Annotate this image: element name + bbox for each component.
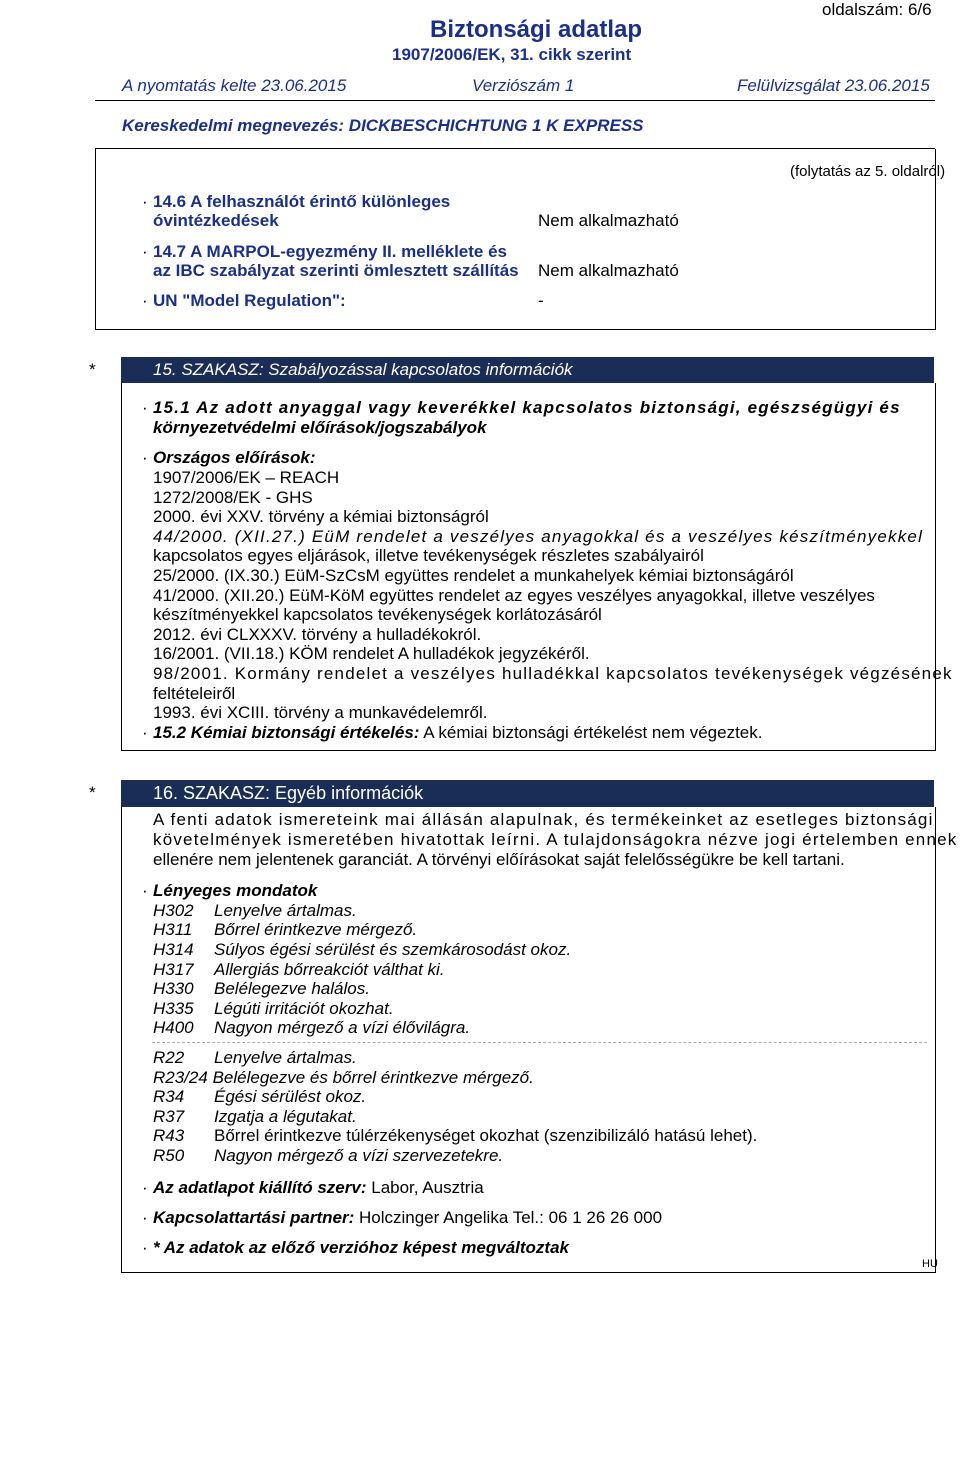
bullet-dot: · [142, 242, 148, 261]
phrase-code: R23/24 [153, 1068, 208, 1087]
h-phrase-row [153, 979, 370, 999]
phrase-text: Nagyon mérgező a vízi élővilágra. [214, 1018, 471, 1037]
phrase-text: Légúti irritációt okozhat. [214, 999, 394, 1018]
contact-row [153, 1208, 662, 1228]
s152-value: A kémiai biztonsági értékelést nem végeztek. [423, 723, 763, 742]
r-phrase-row [153, 1087, 366, 1107]
item-14-7-label-1: 14.7 A MARPOL-egyezmény II. melléklete és [153, 242, 507, 261]
contact-label: Kapcsolattartási partner: [153, 1208, 355, 1227]
phrase-text: Allergiás bőrreakciót válthat ki. [214, 960, 445, 979]
s151-line-1: 15.1 Az adott anyaggal vagy keverékkel kapcsolatos biztonsági, egészségügyi és [153, 398, 901, 417]
phrase-code: H400 [153, 1018, 194, 1037]
phrase-text: Bőrrel érintkezve mérgező. [214, 920, 418, 939]
phrase-code: H311 [153, 920, 193, 939]
h-phrase-row [153, 940, 571, 960]
regulation-line: 1907/2006/EK – REACH [153, 468, 340, 487]
revision-date: Felülvizsgálat 23.06.2015 [737, 76, 930, 95]
h-phrase-row [153, 1018, 470, 1038]
bullet-dot: · [142, 192, 148, 211]
regulation-line: feltételeiről [153, 684, 236, 703]
r-phrase-row [153, 1126, 757, 1146]
bullet-dot: · [142, 723, 148, 742]
section15-heading-bar [121, 357, 934, 383]
version: Verziószám 1 [472, 76, 575, 95]
phrase-code: R50 [153, 1146, 185, 1165]
bullet-dot: · [142, 881, 148, 900]
phrase-text: Lenyelve ártalmas. [214, 901, 357, 920]
phrase-text: Égési sérülést okoz. [214, 1087, 367, 1106]
item-14-6-value: Nem alkalmazható [538, 211, 679, 230]
phrase-code: R34 [153, 1087, 185, 1106]
disclaimer-line: követelmények ismeretében hivatottak leírni. A tulajdonságokra nézve jogi értelemben ennek [153, 830, 958, 849]
item-14-6-label-2: óvintézkedések [153, 211, 279, 230]
changes-note: * Az adatok az előző verzióhoz képest megváltoztak [153, 1238, 569, 1257]
issuer-value: Labor, Ausztria [371, 1178, 484, 1197]
section16-heading-bar [121, 780, 934, 807]
regulation-line: kapcsolatos egyes eljárások, illetve tevékenységek részletes szabályairól [153, 546, 704, 565]
un-model-value: - [538, 291, 544, 310]
un-model-label: UN "Model Regulation": [153, 291, 346, 310]
s151-line-2: környezetvédelmi előírások/jogszabályok [153, 418, 487, 437]
page-number: oldalszám: 6/6 [822, 0, 932, 19]
phrase-divider [152, 1042, 927, 1043]
regulation-line: 2012. évi CLXXXV. törvény a hulladékokról. [153, 625, 482, 644]
phrase-code: R37 [153, 1107, 185, 1126]
phrase-code: R43 [153, 1126, 185, 1145]
section16-box [121, 807, 936, 1273]
header-rule [95, 100, 935, 101]
regulation-line: 98/2001. Kormány rendelet a veszélyes hulladékkal kapcsolatos tevékenységek végzésének [153, 664, 953, 683]
item-14-6-label-1: 14.6 A felhasználót érintő különleges [153, 192, 451, 211]
h-phrase-row [153, 901, 357, 921]
bullet-dot: · [142, 1238, 148, 1257]
relevant-phrases-label: Lényeges mondatok [153, 881, 318, 900]
phrase-text: Belélegezve halálos. [214, 979, 370, 998]
regulation-line: 16/2001. (VII.18.) KÖM rendelet A hulladékok jegyzékéről. [153, 644, 590, 663]
trade-name: Kereskedelmi megnevezés: DICKBESCHICHTUNG 1 K EXPRESS [122, 116, 644, 135]
issuer-label: Az adatlapot kiállító szerv: [153, 1178, 367, 1197]
phrase-text: Lenyelve ártalmas. [214, 1048, 357, 1067]
regulation-line: 25/2000. (IX.30.) EüM-SzCsM együttes rendelet a munkahelyek kémiai biztonságáról [153, 566, 794, 585]
phrase-code: H330 [153, 979, 194, 998]
issuer-row [153, 1178, 484, 1198]
print-date: A nyomtatás kelte 23.06.2015 [122, 76, 347, 95]
r-phrase-row [153, 1068, 534, 1088]
language-code: HU [922, 1258, 938, 1270]
item-14-7-value: Nem alkalmazható [538, 261, 679, 280]
document-subtitle: 1907/2006/EK, 31. cikk szerint [392, 45, 632, 64]
phrase-text: Izgatja a légutakat. [214, 1107, 357, 1126]
regulation-line: 1272/2008/EK - GHS [153, 488, 313, 507]
phrase-text: Belélegezve és bőrrel érintkezve mérgező. [212, 1068, 534, 1087]
bullet-dot: · [142, 1178, 148, 1197]
bullet-dot: · [142, 291, 148, 310]
section16-heading: 16. SZAKASZ: Egyéb információk [153, 783, 424, 803]
changed-star: * [89, 783, 96, 802]
bullet-dot: · [142, 1208, 148, 1227]
h-phrase-row [153, 999, 394, 1019]
regulation-line: 1993. évi XCIII. törvény a munkavédelemről. [153, 703, 488, 722]
s152-label: 15.2 Kémiai biztonsági értékelés: [153, 723, 420, 742]
national-regulations-label: Országos előírások: [153, 448, 316, 467]
regulation-line: 44/2000. (XII.27.) EüM rendelet a veszélyes anyagokkal és a veszélyes készítményekkel [153, 527, 924, 546]
continuation-note: (folytatás az 5. oldalról) [790, 163, 946, 180]
r-phrase-row [153, 1146, 503, 1166]
section15-heading: 15. SZAKASZ: Szabályozással kapcsolatos információk [153, 360, 573, 379]
r-phrase-row [153, 1048, 357, 1068]
changed-star: * [89, 360, 96, 379]
phrase-text: Bőrrel érintkezve túlérzékenységet okozhat (szenzibilizáló hatású lehet). [214, 1126, 758, 1145]
regulation-line: 2000. évi XXV. törvény a kémiai biztonságról [153, 507, 489, 526]
item-14-7-label-2: az IBC szabályzat szerinti ömlesztett szállítás [153, 261, 519, 280]
contact-value: Holczinger Angelika Tel.: 06 1 26 26 000 [358, 1208, 663, 1227]
phrase-text: Nagyon mérgező a vízi szervezetekre. [214, 1146, 504, 1165]
phrase-code: H314 [153, 940, 194, 959]
s152-row [153, 723, 762, 743]
h-phrase-row [153, 960, 445, 980]
phrase-code: H302 [153, 901, 194, 920]
phrase-text: Súlyos égési sérülést és szemkárosodást okoz. [214, 940, 572, 959]
regulation-line: 41/2000. (XII.20.) EüM-KöM együttes rendelet az egyes veszélyes anyagokkal, illetve veszélyes [153, 586, 875, 605]
regulation-line: készítményekkel kapcsolatos tevékenységek korlátozásáról [153, 605, 602, 624]
disclaimer-line: A fenti adatok ismereteink mai állásán alapulnak, és termékeinket az esetleges biztonsági [153, 810, 934, 829]
phrase-code: H335 [153, 999, 194, 1018]
phrase-code: R22 [153, 1048, 185, 1067]
r-phrase-row [153, 1107, 357, 1127]
phrase-code: H317 [153, 960, 194, 979]
disclaimer-line: ellenére nem jelentenek garanciát. A törvényi előírásokat saját felelősségükre be kell tartani. [153, 850, 845, 869]
bullet-dot: · [142, 448, 148, 467]
h-phrase-row [153, 920, 417, 940]
bullet-dot: · [142, 398, 148, 417]
document-title: Biztonsági adatlap [430, 16, 643, 43]
